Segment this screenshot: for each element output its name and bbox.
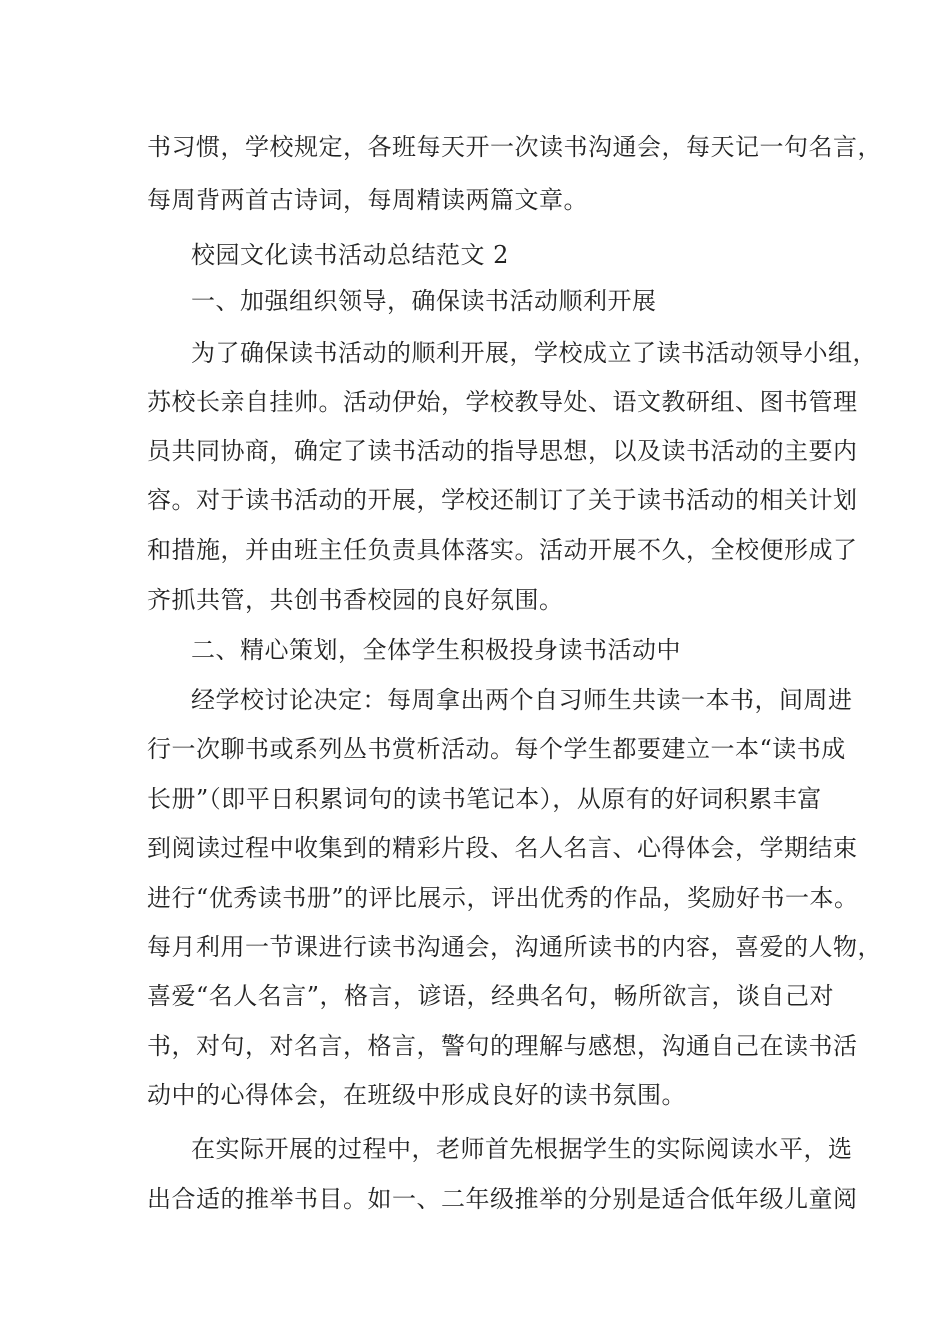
text-line: 和措施，并由班主任负责具体落实。活动开展不久，全校便形成了 [147, 536, 858, 564]
text-line: 容。对于读书活动的开展，学校还制订了关于读书活动的相关计划 [147, 486, 858, 514]
text-line: 书习惯，学校规定，各班每天开一次读书沟通会，每天记一句名言， [147, 133, 882, 161]
text-line: 喜爱“名人名言”，格言，谚语，经典名句，畅所欲言，谈自己对 [147, 982, 835, 1010]
text-line: 经学校讨论决定：每周拿出两个自习师生共读一本书，间周进 [191, 686, 853, 714]
text-line: 在实际开展的过程中，老师首先根据学生的实际阅读水平，选 [191, 1135, 853, 1163]
text-line: 员共同协商，确定了读书活动的指导思想，以及读书活动的主要内 [147, 437, 858, 465]
text-line: 行一次聊书或系列丛书赏析活动。每个学生都要建立一本“读书成 [147, 735, 846, 763]
text-line: 每月利用一节课进行读书沟通会，沟通所读书的内容，喜爱的人物， [147, 933, 882, 961]
text-line: 到阅读过程中收集到的精彩片段、名人名言、心得体会，学期结束 [147, 834, 858, 862]
text-line: 为了确保读书活动的顺利开展，学校成立了读书活动领导小组， [191, 339, 877, 367]
section-title: 校园文化读书活动总结范文 2 [191, 241, 509, 269]
section-heading: 一、加强组织领导，确保读书活动顺利开展 [191, 287, 657, 315]
text-line: 出合适的推举书目。如一、二年级推举的分别是适合低年级儿童阅 [147, 1185, 858, 1213]
text-line: 长册”（即平日积累词句的读书笔记本），从原有的好词积累丰富 [147, 785, 822, 813]
text-line: 每周背两首古诗词，每周精读两篇文章。 [147, 186, 588, 214]
text-line: 动中的心得体会，在班级中形成良好的读书氛围。 [147, 1081, 686, 1109]
text-line: 苏校长亲自挂帅。活动伊始，学校教导处、语文教研组、图书管理 [147, 388, 858, 416]
text-line: 齐抓共管，共创书香校园的良好氛围。 [147, 586, 564, 614]
text-line: 进行“优秀读书册”的评比展示，评出优秀的作品，奖励好书一本。 [147, 884, 859, 912]
text-line: 书，对句，对名言，格言，警句的理解与感想，沟通自己在读书活 [147, 1032, 858, 1060]
section-heading: 二、精心策划，全体学生积极投身读书活动中 [191, 636, 681, 664]
